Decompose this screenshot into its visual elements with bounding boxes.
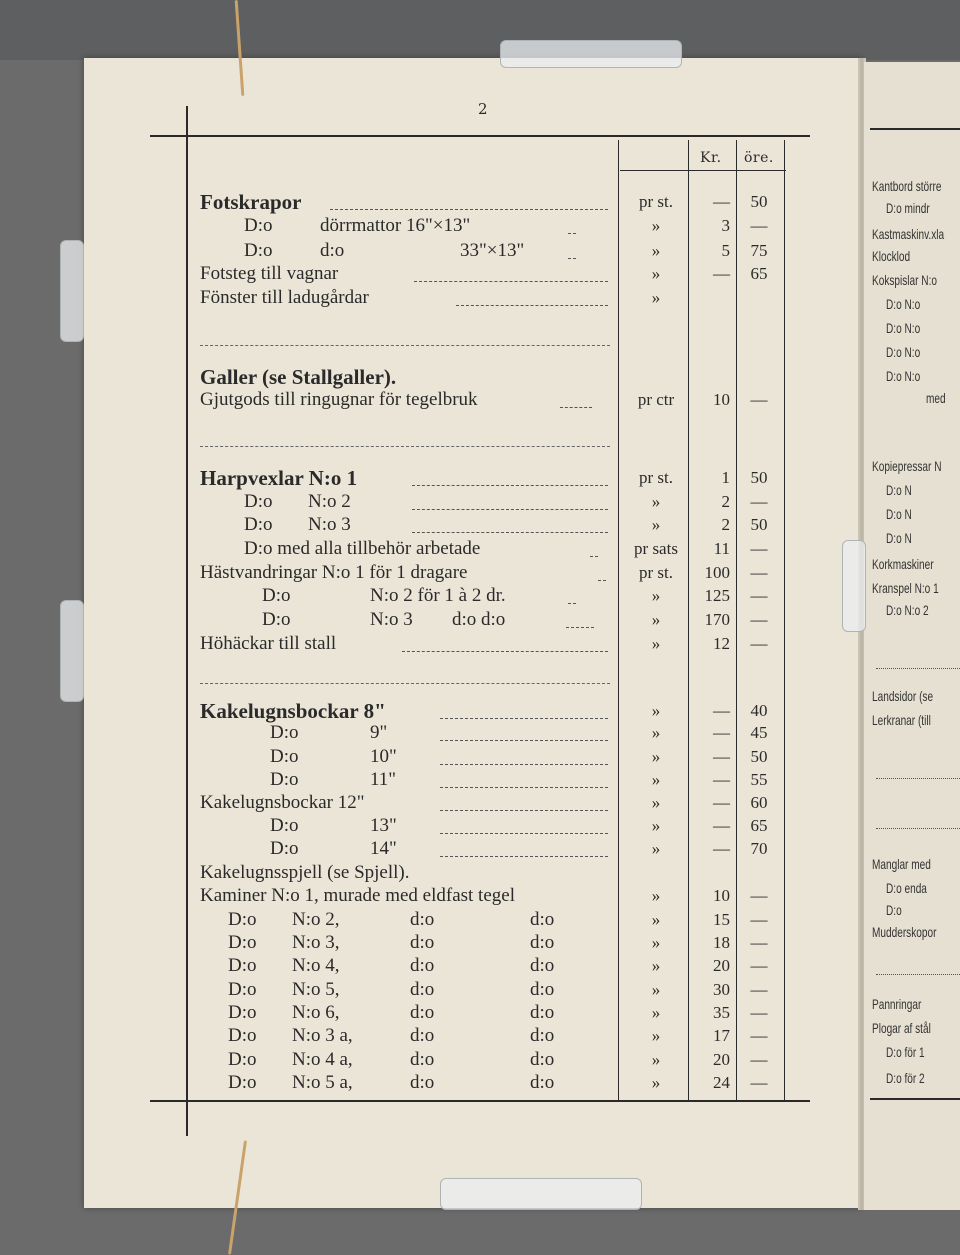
item-variant: dörrmattor 16"×13" <box>320 215 471 236</box>
table-row <box>0 746 862 768</box>
leader-dots <box>440 718 608 719</box>
table-row <box>0 389 862 411</box>
table-row <box>0 722 862 744</box>
item-name: D:o <box>228 1025 257 1046</box>
right-page-line: Kantbord större <box>872 178 942 194</box>
item-name: D:o <box>270 722 299 743</box>
item-name: Kakelugnsspjell (se Spjell). <box>200 862 410 883</box>
column-header-kr: Kr. <box>700 150 722 166</box>
item-variant: 9" <box>370 722 388 743</box>
kronor-cell: — <box>713 747 730 766</box>
ore-cell: 60 <box>750 793 768 812</box>
unit-cell: » <box>651 910 661 929</box>
leader-dots <box>330 209 608 210</box>
table-row <box>0 609 862 631</box>
unit-cell: » <box>651 886 661 905</box>
kronor-cell: 20 <box>713 1050 730 1069</box>
leader-dots <box>440 787 608 788</box>
table-row <box>0 1049 862 1071</box>
table-row <box>0 366 862 388</box>
kronor-cell: 1 <box>721 468 730 487</box>
right-page-line: Korkmaskiner <box>872 556 934 572</box>
item-variant: N:o 3 <box>370 609 413 630</box>
item-spec: d:o d:o <box>452 609 506 630</box>
section-separator <box>200 345 610 346</box>
unit-cell: » <box>651 634 661 653</box>
table-row <box>0 240 862 262</box>
item-name: D:o <box>270 838 299 859</box>
ore-cell: — <box>750 956 768 975</box>
ore-cell: — <box>750 1073 768 1092</box>
item-name: Hästvandringar N:o 1 för 1 dragare <box>200 562 468 583</box>
right-page-line: D:o N:o 2 <box>886 602 929 618</box>
right-page-line: D:o <box>886 902 902 918</box>
item-variant: 11" <box>370 769 397 790</box>
unit-cell: pr st. <box>639 192 673 211</box>
kronor-cell: 30 <box>713 980 730 999</box>
table-row <box>0 979 862 1001</box>
unit-cell: » <box>651 770 661 789</box>
right-page-line: Kokspislar N:o <box>872 272 937 288</box>
kronor-cell: — <box>713 264 730 283</box>
ore-cell: 70 <box>750 839 768 858</box>
kronor-cell: — <box>713 816 730 835</box>
leader-dots <box>414 281 608 282</box>
kronor-cell: 3 <box>721 216 730 235</box>
right-page-line: D:o för 1 <box>886 1044 925 1060</box>
item-name: Kaminer N:o 1, murade med eldfast tegel <box>200 885 515 906</box>
unit-cell: » <box>651 492 661 511</box>
item-variant: 13" <box>370 815 397 836</box>
kronor-cell: 10 <box>713 886 730 905</box>
unit-cell: » <box>651 515 661 534</box>
kronor-cell: 2 <box>721 492 730 511</box>
right-page-line: D:o N:o <box>886 344 921 360</box>
right-page-line: D:o mindr <box>886 200 930 216</box>
table-row <box>0 815 862 837</box>
unit-cell: » <box>651 216 661 235</box>
section-separator <box>200 683 610 684</box>
ore-cell: — <box>750 1026 768 1045</box>
item-name: D:o <box>228 1002 257 1023</box>
right-page-line: Lerkranar (till <box>872 712 931 728</box>
unit-cell: » <box>651 288 661 307</box>
leader-dots <box>412 509 608 510</box>
ore-cell: — <box>750 610 768 629</box>
table-row <box>0 932 862 954</box>
kronor-cell: — <box>713 793 730 812</box>
right-page-line: Kopiepressar N <box>872 458 942 474</box>
right-page-separator <box>876 668 960 669</box>
background <box>0 0 960 60</box>
item-variant: N:o 3, <box>292 932 340 953</box>
kronor-cell: — <box>713 839 730 858</box>
item-name: D:o <box>262 585 291 606</box>
item-spec: d:o <box>410 979 435 1000</box>
ore-cell: — <box>750 216 768 235</box>
ore-cell: 50 <box>750 747 768 766</box>
item-name: D:o <box>244 491 273 512</box>
unit-cell: » <box>651 933 661 952</box>
kronor-cell: 18 <box>713 933 730 952</box>
right-page-line: med <box>926 390 946 406</box>
kronor-cell: 15 <box>713 910 730 929</box>
item-variant: N:o 3 a, <box>292 1025 353 1046</box>
kronor-cell: 24 <box>713 1073 730 1092</box>
right-page-line: Plogar af stål <box>872 1020 931 1036</box>
unit-cell: » <box>651 241 661 260</box>
right-page-line: Klocklod <box>872 248 911 264</box>
right-page-separator <box>876 974 960 975</box>
item-spec-2: d:o <box>530 979 555 1000</box>
table-row <box>0 1002 862 1024</box>
item-spec: d:o <box>410 1072 435 1093</box>
right-page-line: D:o N <box>886 482 912 498</box>
ore-cell: — <box>750 886 768 905</box>
right-page-line: D:o N <box>886 506 912 522</box>
item-variant: N:o 2 för 1 à 2 dr. <box>370 585 506 606</box>
item-name: Höhäckar till stall <box>200 633 337 654</box>
item-variant: N:o 6, <box>292 1002 340 1023</box>
table-row <box>0 700 862 722</box>
plastic-clip <box>440 1178 642 1210</box>
item-name: D:o <box>228 909 257 930</box>
table-row <box>0 909 862 931</box>
item-spec: d:o <box>410 1025 435 1046</box>
leader-dots <box>568 258 576 259</box>
table-row <box>0 862 862 884</box>
item-variant: N:o 2 <box>308 491 351 512</box>
leader-dots <box>402 651 608 652</box>
item-spec: d:o <box>410 1049 435 1070</box>
item-spec-2: d:o <box>530 1002 555 1023</box>
unit-cell: » <box>651 816 661 835</box>
leader-dots <box>598 580 606 581</box>
item-spec-2: d:o <box>530 909 555 930</box>
kronor-cell: 17 <box>713 1026 730 1045</box>
unit-cell: » <box>651 980 661 999</box>
ore-cell: — <box>750 586 768 605</box>
ore-cell: 55 <box>750 770 768 789</box>
page-number: 2 <box>478 100 488 118</box>
item-variant: N:o 4, <box>292 955 340 976</box>
ore-cell: — <box>750 634 768 653</box>
item-name: D:o <box>244 240 273 261</box>
unit-cell: » <box>651 264 661 283</box>
item-name: Fotskrapor <box>200 190 302 214</box>
table-row <box>0 1025 862 1047</box>
right-page-line: D:o N:o <box>886 368 921 384</box>
ore-cell: — <box>750 492 768 511</box>
ore-cell: 50 <box>750 468 768 487</box>
unit-cell: » <box>651 586 661 605</box>
leader-dots <box>440 856 608 857</box>
unit-cell: » <box>651 793 661 812</box>
plastic-clip <box>500 40 682 68</box>
item-variant: d:o <box>320 240 345 261</box>
unit-cell: » <box>651 1003 661 1022</box>
ore-cell: — <box>750 910 768 929</box>
table-row <box>0 562 862 584</box>
item-spec-2: d:o <box>530 932 555 953</box>
ore-cell: 45 <box>750 723 768 742</box>
kronor-cell: 10 <box>713 390 730 409</box>
kronor-cell: 2 <box>721 515 730 534</box>
kronor-cell: — <box>713 723 730 742</box>
ore-cell: 40 <box>750 701 768 720</box>
item-variant: 14" <box>370 838 397 859</box>
unit-cell: » <box>651 956 661 975</box>
right-page-line: D:o N <box>886 530 912 546</box>
item-name: D:o <box>228 932 257 953</box>
item-spec-2: d:o <box>530 955 555 976</box>
item-name: D:o <box>270 746 299 767</box>
right-page-line: Kastmaskinv.xla <box>872 226 945 242</box>
unit-cell: pr st. <box>639 563 673 582</box>
leader-dots <box>568 603 576 604</box>
leader-dots <box>440 740 608 741</box>
item-spec-2: d:o <box>530 1025 555 1046</box>
ore-cell: — <box>750 539 768 558</box>
ore-cell: — <box>750 1050 768 1069</box>
table-row <box>0 769 862 791</box>
item-name: D:o <box>228 1049 257 1070</box>
unit-cell: pr st. <box>639 468 673 487</box>
unit-cell: » <box>651 723 661 742</box>
ore-cell: 75 <box>750 241 768 260</box>
item-name: D:o <box>244 514 273 535</box>
table-row <box>0 287 862 309</box>
section-separator <box>200 446 610 447</box>
right-page-line: D:o enda <box>886 880 927 896</box>
ore-cell: — <box>750 980 768 999</box>
item-name: Fönster till ladugårdar <box>200 287 369 308</box>
right-page-separator <box>876 828 960 829</box>
leader-dots <box>440 833 608 834</box>
table-row <box>0 792 862 814</box>
right-bottom-rule <box>870 1098 960 1100</box>
header-rule <box>620 170 786 171</box>
kronor-cell: 11 <box>713 539 730 558</box>
item-name: D:o <box>228 1072 257 1093</box>
column-header-ore: öre. <box>744 150 774 166</box>
right-page-line: Pannringar <box>872 996 922 1012</box>
unit-cell: pr sats <box>634 539 678 558</box>
ore-cell: — <box>750 933 768 952</box>
table-row <box>0 885 862 907</box>
right-page-separator <box>876 778 960 779</box>
top-rule <box>150 135 810 137</box>
unit-cell: » <box>651 1050 661 1069</box>
leader-dots <box>440 810 608 811</box>
item-name: Kakelugnsbockar 8" <box>200 699 386 723</box>
item-name: D:o med alla tillbehör arbetade <box>244 538 481 559</box>
unit-cell: » <box>651 839 661 858</box>
leader-dots <box>456 305 608 306</box>
unit-cell: » <box>651 747 661 766</box>
kronor-cell: 170 <box>704 610 730 629</box>
item-name: D:o <box>228 955 257 976</box>
ore-cell: — <box>750 1003 768 1022</box>
ore-cell: 65 <box>750 816 768 835</box>
leader-dots <box>412 532 608 533</box>
item-spec: d:o <box>410 955 435 976</box>
leader-dots <box>560 407 592 408</box>
item-spec-2: d:o <box>530 1072 555 1093</box>
table-row <box>0 1072 862 1094</box>
leader-dots <box>412 485 608 486</box>
item-spec: d:o <box>410 932 435 953</box>
item-spec: 33"×13" <box>460 240 525 261</box>
right-top-rule <box>870 128 960 130</box>
right-page-line: D:o N:o <box>886 320 921 336</box>
right-page-line: Mudderskopor <box>872 924 937 940</box>
unit-cell: » <box>651 1026 661 1045</box>
kronor-cell: 20 <box>713 956 730 975</box>
item-name: Fotsteg till vagnar <box>200 263 339 284</box>
ore-cell: 50 <box>750 515 768 534</box>
leader-dots <box>566 627 594 628</box>
item-name: D:o <box>270 769 299 790</box>
item-name: Kakelugnsbockar 12" <box>200 792 365 813</box>
item-spec: d:o <box>410 1002 435 1023</box>
item-name: Gjutgods till ringugnar för tegelbruk <box>200 389 478 410</box>
kronor-cell: 35 <box>713 1003 730 1022</box>
kronor-cell: 125 <box>704 586 730 605</box>
item-variant: N:o 2, <box>292 909 340 930</box>
table-row <box>0 215 862 237</box>
item-variant: N:o 5 a, <box>292 1072 353 1093</box>
item-variant: N:o 4 a, <box>292 1049 353 1070</box>
unit-cell: » <box>651 1073 661 1092</box>
unit-cell: pr ctr <box>637 390 675 409</box>
table-row <box>0 955 862 977</box>
kronor-cell: 12 <box>713 634 730 653</box>
leader-dots <box>568 233 576 234</box>
item-name: Harpvexlar N:o 1 <box>200 466 358 490</box>
ore-cell: 50 <box>750 192 768 211</box>
kronor-cell: 5 <box>721 241 730 260</box>
leader-dots <box>440 764 608 765</box>
item-spec-2: d:o <box>530 1049 555 1070</box>
table-row <box>0 585 862 607</box>
kronor-cell: — <box>713 701 730 720</box>
ore-cell: — <box>750 390 768 409</box>
item-variant: 10" <box>370 746 397 767</box>
unit-cell: » <box>651 701 661 720</box>
bottom-rule <box>150 1100 810 1102</box>
right-page-line: Manglar med <box>872 856 931 872</box>
item-name: D:o <box>262 609 291 630</box>
right-page-line: D:o för 2 <box>886 1070 925 1086</box>
item-name: D:o <box>244 215 273 236</box>
ore-cell: 65 <box>750 264 768 283</box>
table-row <box>0 538 862 560</box>
right-page-line: Kranspel N:o 1 <box>872 580 939 596</box>
table-row <box>0 838 862 860</box>
item-name: D:o <box>270 815 299 836</box>
leader-dots <box>590 556 598 557</box>
right-page-line: Landsidor (se <box>872 688 934 704</box>
right-page-line: D:o N:o <box>886 296 921 312</box>
item-name: Galler (se Stallgaller). <box>200 365 397 389</box>
kronor-cell: 100 <box>704 563 730 582</box>
item-variant: N:o 3 <box>308 514 351 535</box>
item-spec: d:o <box>410 909 435 930</box>
ore-cell: — <box>750 563 768 582</box>
item-variant: N:o 5, <box>292 979 340 1000</box>
item-name: D:o <box>228 979 257 1000</box>
kronor-cell: — <box>713 192 730 211</box>
unit-cell: » <box>651 610 661 629</box>
kronor-cell: — <box>713 770 730 789</box>
